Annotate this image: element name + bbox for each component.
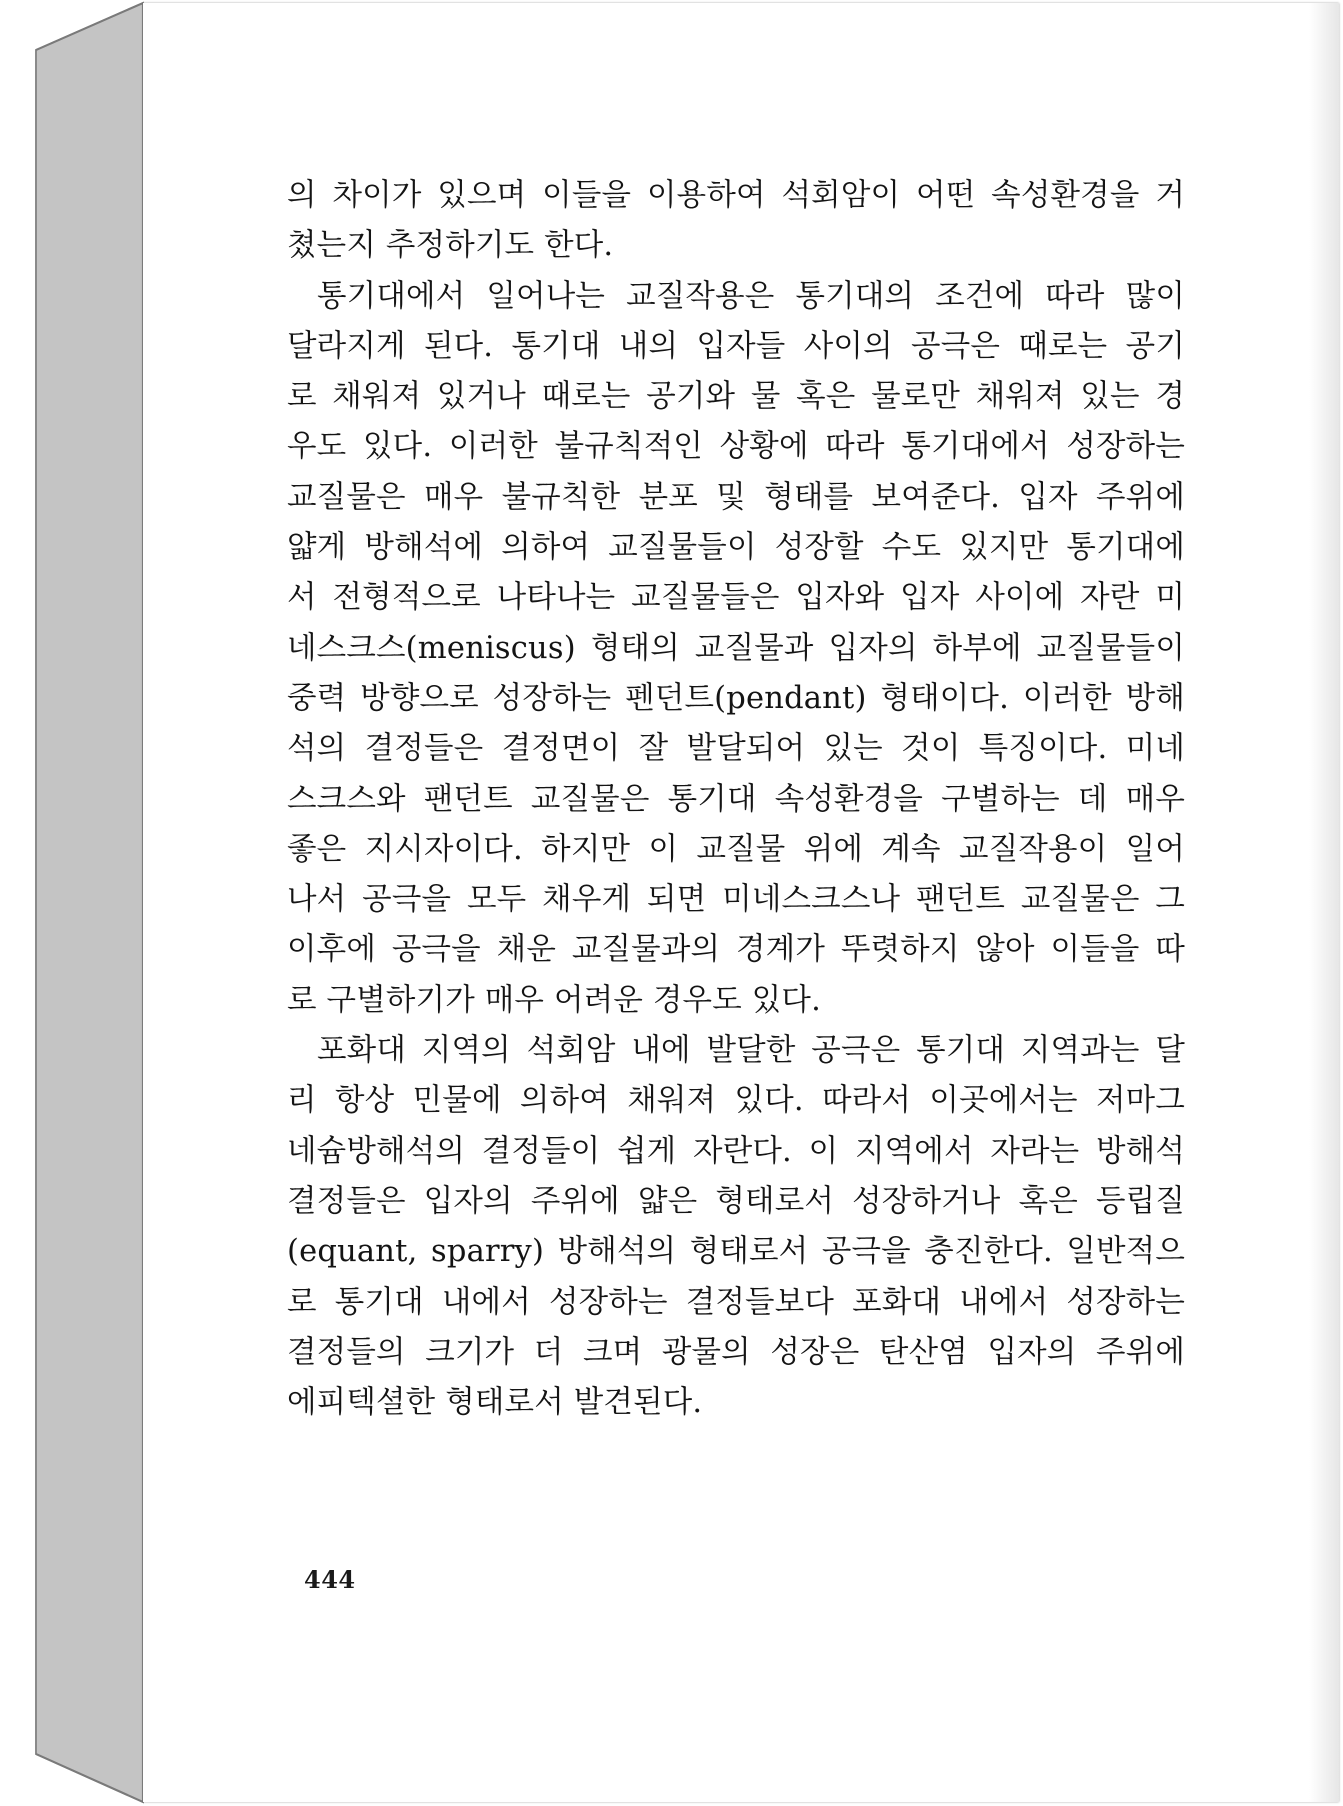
text-line: 로 채워져 있거나 때로는 공기와 물 혹은 물로만 채워져 있는 경 bbox=[287, 379, 1185, 415]
text-line: 서 전형적으로 나타나는 교질물들은 입자와 입자 사이에 자란 미 bbox=[287, 580, 1185, 616]
text-line: 결정들은 입자의 주위에 얇은 형태로서 성장하거나 혹은 등립질 bbox=[287, 1183, 1185, 1219]
text-line: 네슘방해석의 결정들이 쉽게 자란다. 이 지역에서 자라는 방해석 bbox=[287, 1133, 1185, 1169]
paragraph-start-line: 포화대 지역의 석회암 내에 발달한 공극은 통기대 지역과는 달 bbox=[317, 1033, 1185, 1069]
text-line: 로 구별하기가 매우 어려운 경우도 있다. bbox=[287, 982, 821, 1018]
text-line: 에피텍셜한 형태로서 발견된다. bbox=[287, 1385, 703, 1421]
text-line: 좋은 지시자이다. 하지만 이 교질물 위에 계속 교질작용이 일어 bbox=[287, 831, 1185, 867]
text-line: 석의 결정들은 결정면이 잘 발달되어 있는 것이 특징이다. 미네 bbox=[287, 731, 1185, 767]
text-line: 이후에 공극을 채운 교질물과의 경계가 뚜렷하지 않아 이들을 따 bbox=[287, 932, 1185, 968]
page-number: 444 bbox=[304, 1565, 356, 1594]
book-side-edge bbox=[0, 0, 150, 1806]
text-line: 얇게 방해석에 의하여 교질물들이 성장할 수도 있지만 통기대에 bbox=[287, 530, 1185, 566]
text-line: 중력 방향으로 성장하는 펜던트(pendant) 형태이다. 이러한 방해 bbox=[287, 680, 1185, 716]
text-line: 결정들의 크기가 더 크며 광물의 성장은 탄산염 입자의 주위에 bbox=[287, 1334, 1185, 1370]
text-line: 네스크스(meniscus) 형태의 교질물과 입자의 하부에 교질물들이 bbox=[287, 630, 1185, 666]
text-line: 나서 공극을 모두 채우게 되면 미네스크스나 팬던트 교질물은 그 bbox=[287, 882, 1185, 918]
book-page bbox=[143, 3, 1339, 1802]
text-line: 교질물은 매우 불규칙한 분포 및 형태를 보여준다. 입자 주위에 bbox=[287, 479, 1185, 515]
text-line: 스크스와 팬던트 교질물은 통기대 속성환경을 구별하는 데 매우 bbox=[287, 781, 1185, 817]
text-line: 쳤는지 추정하기도 한다. bbox=[287, 228, 614, 264]
text-line: 로 통기대 내에서 성장하는 결정들보다 포화대 내에서 성장하는 bbox=[287, 1284, 1185, 1320]
text-line: 우도 있다. 이러한 불규칙적인 상황에 따라 통기대에서 성장하는 bbox=[287, 429, 1185, 465]
page-right-shadow bbox=[1309, 3, 1339, 1802]
text-line: 의 차이가 있으며 이들을 이용하여 석회암이 어떤 속성환경을 거 bbox=[287, 178, 1185, 213]
body-text bbox=[287, 171, 1185, 1428]
text-line: 리 항상 민물에 의하여 채워져 있다. 따라서 이곳에서는 저마그 bbox=[287, 1083, 1185, 1119]
paragraph-start-line: 통기대에서 일어나는 교질작용은 통기대의 조건에 따라 많이 bbox=[317, 278, 1185, 314]
text-line: (equant, sparry) 방해석의 형태로서 공극을 충진한다. 일반적으 bbox=[287, 1234, 1185, 1270]
text-line: 달라지게 된다. 통기대 내의 입자들 사이의 공극은 때로는 공기 bbox=[287, 328, 1185, 364]
